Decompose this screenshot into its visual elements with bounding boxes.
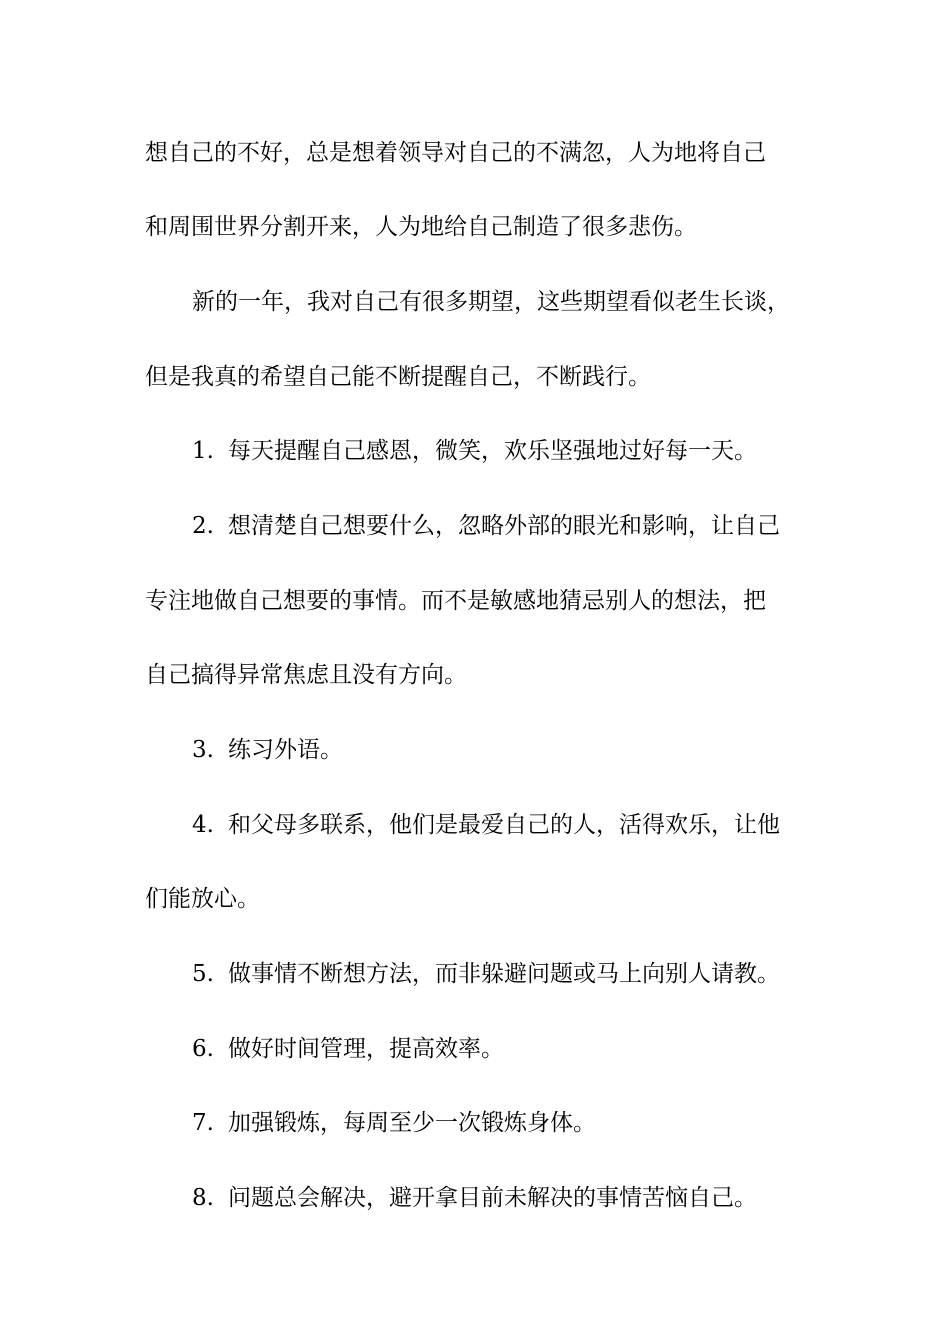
list-number: 2.	[192, 513, 214, 539]
line-text: 问题总会解决，避开拿目前未解决的事情苦恼自己。	[228, 1185, 757, 1211]
line-text: 自己搞得异常焦虑且没有方向。	[145, 662, 467, 688]
list-item-1	[0, 436, 950, 466]
line-text: 专注地做自己想要的事情。而不是敏感地猜忌别人的想法，把	[145, 588, 766, 614]
list-item-4	[0, 810, 950, 840]
list-number: 7.	[192, 1110, 214, 1136]
line-text: 练习外语。	[228, 737, 343, 763]
line-text: 想清楚自己想要什么，忽略外部的眼光和影响，让自己	[228, 513, 780, 539]
list-number: 3.	[192, 737, 214, 763]
list-number: 4.	[192, 812, 214, 838]
list-number: 5.	[192, 961, 214, 987]
line-text: 加强锻炼，每周至少一次锻炼身体。	[228, 1110, 596, 1136]
line-text: 们能放心。	[145, 886, 260, 912]
paragraph-line	[0, 884, 950, 914]
line-text: 想自己的不好，总是想着领导对自己的不满忽，人为地将自己	[145, 140, 766, 166]
line-text: 和周围世界分割开来，人为地给自己制造了很多悲伤。	[145, 214, 697, 240]
line-text: 做好时间管理，提高效率。	[228, 1036, 504, 1062]
list-item-8	[0, 1183, 950, 1213]
line-text: 每天提醒自己感恩，微笑，欢乐坚强地过好每一天。	[228, 438, 757, 464]
paragraph-line	[0, 586, 950, 616]
list-number: 1.	[192, 438, 214, 464]
list-item-3	[0, 735, 950, 765]
paragraph-line	[0, 287, 950, 317]
list-item-6	[0, 1034, 950, 1064]
list-number: 8.	[192, 1185, 214, 1211]
paragraph-line	[0, 212, 950, 242]
paragraph-line	[0, 660, 950, 690]
list-item-7	[0, 1108, 950, 1138]
paragraph-line	[0, 362, 950, 392]
line-text: 和父母多联系，他们是最爱自己的人，活得欢乐，让他	[228, 812, 780, 838]
line-text: 做事情不断想方法，而非躲避问题或马上向别人请教。	[228, 961, 780, 987]
line-text: 但是我真的希望自己能不断提醒自己，不断践行。	[145, 364, 651, 390]
list-item-5	[0, 959, 950, 989]
list-number: 6.	[192, 1036, 214, 1062]
line-text: 新的一年，我对自己有很多期望，这些期望看似老生长谈，	[192, 289, 790, 315]
list-item-2	[0, 511, 950, 541]
paragraph-line	[0, 138, 950, 168]
